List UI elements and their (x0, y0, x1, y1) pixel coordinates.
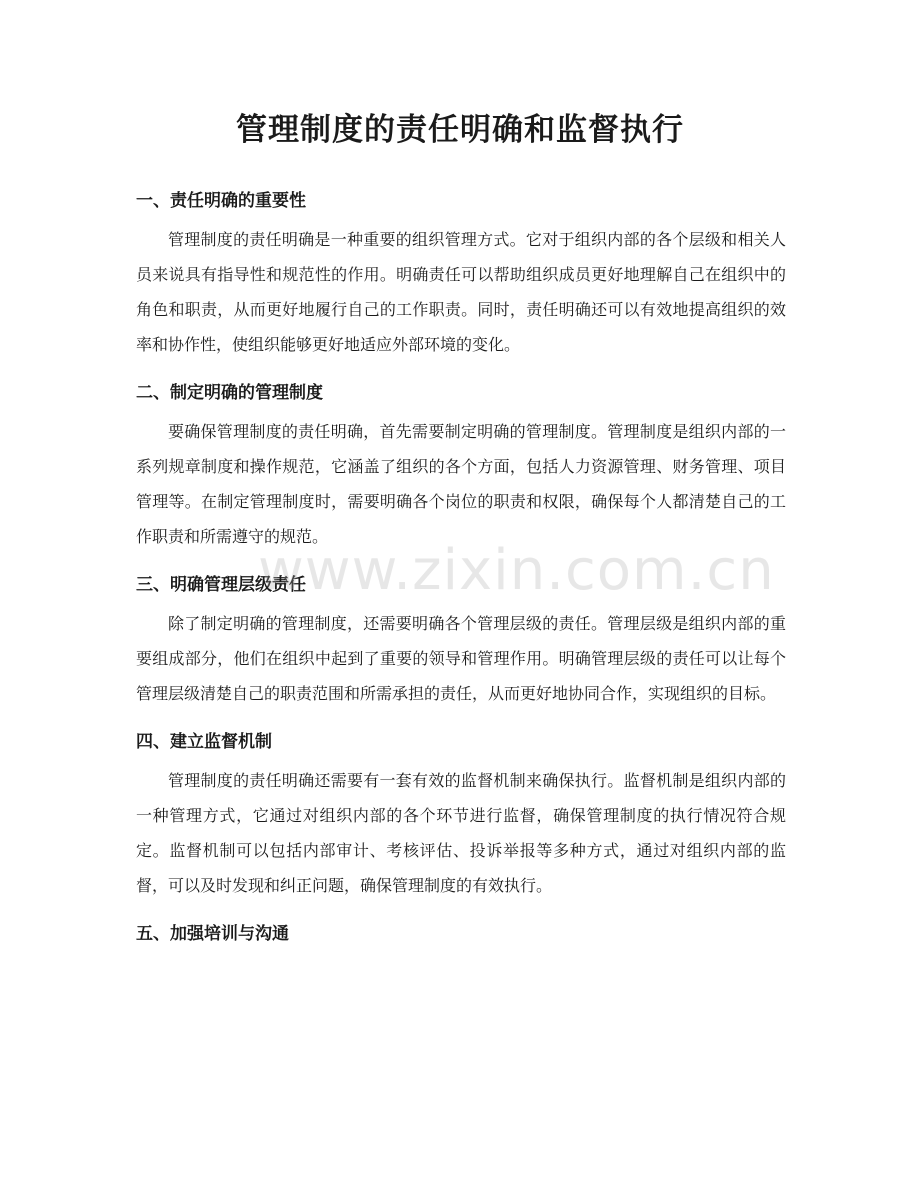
document-content (136, 180, 786, 955)
page-title: 管理制度的责任明确和监督执行 (236, 112, 684, 148)
section-paragraph: 要确保管理制度的责任明确，首先需要制定明确的管理制度。管理制度是组织内部的一系列规章制度和操作规范，它涵盖了组织的各个方面，包括人力资源管理、财务管理、项目管理等。在制定管理制度时，需要明确各个岗位的职责和权限，确保每个人都清楚自己的工作职责和所需遵守的规范。 (136, 422, 786, 546)
section-1 (136, 180, 786, 362)
section-heading: 五、加强培训与沟通 (136, 924, 289, 944)
section-paragraph: 管理制度的责任明确是一种重要的组织管理方式。它对于组织内部的各个层级和相关人员来说具有指导性和规范性的作用。明确责任可以帮助组织成员更好地理解自己在组织中的角色和职责，从而更好地履行自己的工作职责。同时，责任明确还可以有效地提高组织的效率和协作性，使组织能够更好地适应外部环境的变化。 (136, 230, 786, 354)
section-5 (136, 913, 786, 955)
section-heading: 二、制定明确的管理制度 (136, 383, 323, 403)
section-4 (136, 721, 786, 903)
section-heading: 三、明确管理层级责任 (136, 575, 306, 595)
section-heading: 一、责任明确的重要性 (136, 191, 306, 211)
section-3 (136, 564, 786, 711)
section-paragraph: 除了制定明确的管理制度，还需要明确各个管理层级的责任。管理层级是组织内部的重要组成部分，他们在组织中起到了重要的领导和管理作用。明确管理层级的责任可以让每个管理层级清楚自己的职责范围和所需承担的责任，从而更好地协同合作，实现组织的目标。 (136, 614, 786, 703)
watermark: www.zixin.com.cn (258, 538, 775, 603)
section-2 (136, 372, 786, 554)
section-paragraph: 管理制度的责任明确还需要有一套有效的监督机制来确保执行。监督机制是组织内部的一种管理方式，它通过对组织内部的各个环节进行监督，确保管理制度的执行情况符合规定。监督机制可以包括内部审计、考核评估、投诉举报等多种方式，通过对组织内部的监督，可以及时发现和纠正问题，确保管理制度的有效执行。 (136, 771, 786, 895)
section-heading: 四、建立监督机制 (136, 732, 272, 752)
